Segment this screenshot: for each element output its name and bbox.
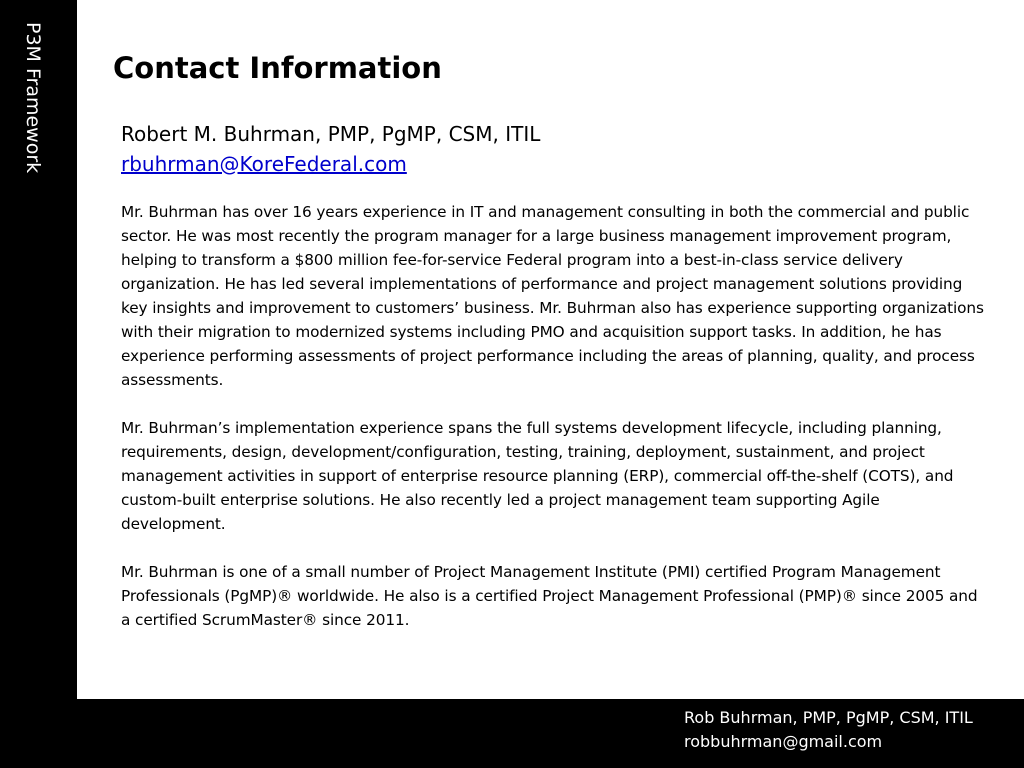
bio-paragraph-3: Mr. Buhrman is one of a small number of Project Management Institute (PMI) certified Program Management Professionals (PgMP)® worldwide. He also is a certified Project Management Professional (PMP)® since 2005 and a certified ScrumMaster® since 2011. <box>121 563 978 629</box>
bio-text <box>121 200 986 632</box>
bio-paragraph-2: Mr. Buhrman’s implementation experience spans the full systems development lifecycle, including planning, requirements, design, development/configuration, testing, training, deployment, sustainment, and project management activities in support of enterprise resource planning (ERP), commercial off-the-shelf (COTS), and custom-built enterprise solutions. He also recently led a project management team supporting Agile development. <box>121 419 954 533</box>
footer-email: robbuhrman@gmail.com <box>684 732 883 751</box>
footer-name: Rob Buhrman, PMP, PgMP, CSM, ITIL <box>684 708 973 727</box>
sidebar-label: P3M Framework <box>22 22 44 174</box>
bio-paragraph-1: Mr. Buhrman has over 16 years experience in IT and management consulting in both the commercial and public sector. He was most recently the program manager for a large business management improvement program, helping to transform a $800 million fee-for-service Federal program into a best-in-class service delivery organization. He has led several implementations of performance and project management solutions providing key insights and improvement to customers’ business. Mr. Buhrman also has experience supporting organizations with their migration to modernized systems including PMO and acquisition support tasks. In addition, he has experience performing assessments of project performance including the areas of planning, quality, and process assessments. <box>121 203 984 389</box>
sidebar-bar <box>0 0 77 768</box>
slide-title: Contact Information <box>113 51 442 85</box>
footer-bar <box>0 699 1024 768</box>
contact-name: Robert M. Buhrman, PMP, PgMP, CSM, ITIL <box>121 122 541 146</box>
contact-email-link[interactable]: rbuhrman@KoreFederal.com <box>121 152 407 176</box>
footer-contact <box>684 706 973 754</box>
